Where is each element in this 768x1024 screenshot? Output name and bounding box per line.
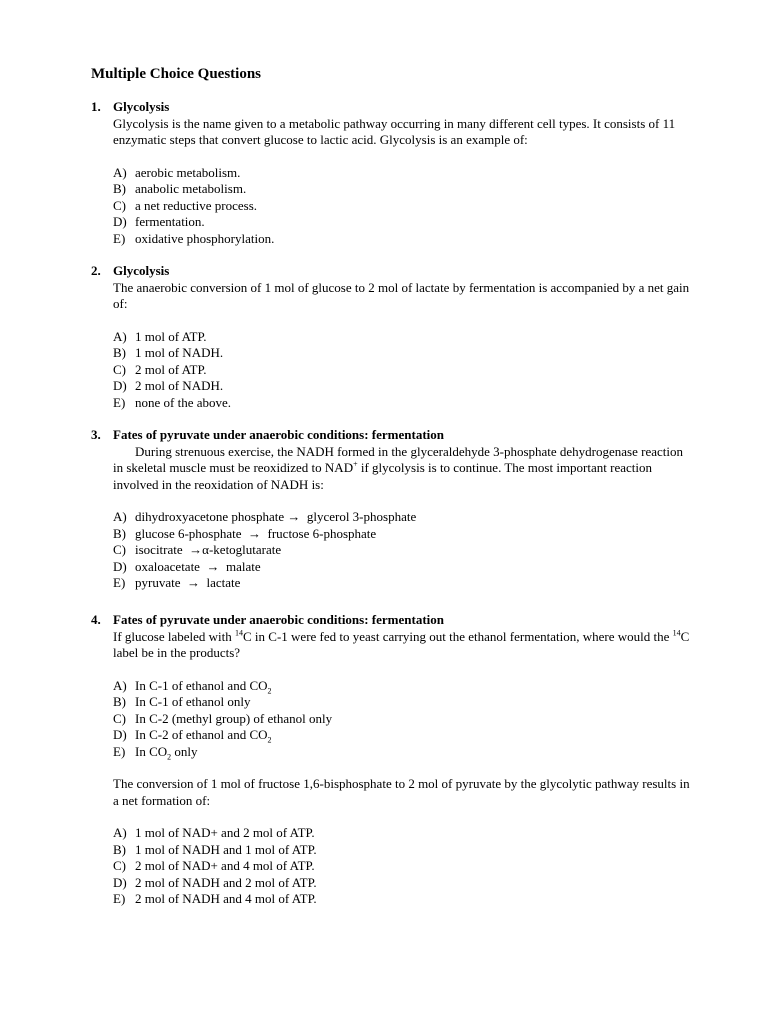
question-text: The conversion of 1 mol of fructose 1,6-bisphosphate to 2 mol of pyruvate by the glycolytic pathway results in a net formation of:	[113, 776, 690, 808]
question-topic: Glycolysis	[113, 99, 170, 114]
question-topic: Glycolysis	[113, 263, 170, 278]
answer-options	[113, 165, 691, 248]
answer-option: C) 2 mol of NAD+ and 4 mol of ATP.	[113, 858, 315, 873]
answer-option: E) In $CO_2$ only	[113, 743, 198, 762]
answer-option: A) 1 mol of NAD+ and 2 mol of ATP.	[113, 825, 315, 840]
question-2	[91, 263, 691, 411]
question-text: Glycolysis is the name given to a metabolic pathway occurring in many different cell types. It consists of 11 enzymatic steps that convert glucose to lactic acid. Glycolysis is an example of:	[113, 115, 676, 147]
question-3	[91, 427, 691, 592]
answer-option: E) 2 mol of NADH and 4 mol of ATP.	[113, 891, 317, 906]
arrow-icon: →	[186, 575, 200, 590]
answer-option: C) a net reductive process.	[113, 197, 258, 213]
question-text: During strenuous exercise, the NADH formed in the glyceraldehyde 3-phosphate dehydrogenase reaction in skeletal muscle must be reoxidized to NAD+ if glycolysis is to continue. The most important reaction involved in the reoxidation of NADH is:	[113, 443, 683, 492]
arrow-icon: →	[248, 525, 262, 541]
question-number: 3.	[91, 427, 101, 442]
question-number: 2.	[91, 263, 101, 278]
question-topic: Fates of pyruvate under anaerobic conditions: fermentation	[113, 427, 444, 442]
question-5	[113, 776, 693, 908]
answer-options	[113, 678, 691, 761]
answer-option: E) none of the above.	[113, 394, 232, 410]
question-text: If glucose labeled with $^{14}$C in C-1 were fed to yeast carrying out the ethanol fermentation, where would the $^{14}$C label be in the products?	[113, 628, 690, 660]
answer-option: C) 2 mol of ATP.	[113, 361, 207, 377]
answer-option: C) isocitrate →α-ketoglutarate	[113, 542, 282, 557]
page-title: Multiple Choice Questions	[91, 66, 262, 82]
answer-option: D) 2 mol of NADH.	[113, 378, 224, 393]
answer-option: D) oxaloacetate → malate	[113, 558, 261, 574]
answer-option: D) 2 mol of NADH and 2 mol of ATP.	[113, 874, 317, 890]
answer-options	[113, 825, 693, 908]
answer-option: B) glucose 6-phosphate → fructose 6-phosphate	[113, 525, 377, 541]
question-number: 4.	[91, 612, 101, 627]
arrow-icon: →	[287, 509, 301, 524]
question-number: 1.	[91, 99, 101, 114]
answer-option: B) 1 mol of NADH and 1 mol of ATP.	[113, 841, 317, 857]
answer-option: B) 1 mol of NADH.	[113, 345, 224, 360]
answer-option: C) In C-2 (methyl group) of ethanol only	[113, 710, 333, 726]
arrow-icon: →	[206, 558, 220, 574]
answer-option: A) In C-1 of ethanol and $CO_2$	[113, 677, 272, 696]
answer-option: A) dihydroxyacetone phosphate → glycerol 3-phosphate	[113, 509, 417, 524]
question-1	[91, 99, 691, 247]
question-text: The anaerobic conversion of 1 mol of glucose to 2 mol of lactate by fermentation is accompanied by a net gain of:	[113, 279, 690, 311]
answer-option: B) anabolic metabolism.	[113, 181, 247, 196]
answer-option: A) aerobic metabolism.	[113, 164, 241, 180]
answer-options	[113, 329, 691, 412]
answer-option: B) In C-1 of ethanol only	[113, 694, 251, 709]
question-topic: Fates of pyruvate under anaerobic conditions: fermentation	[113, 612, 444, 627]
answer-option: E) oxidative phosphorylation.	[113, 230, 275, 246]
answer-option: A) 1 mol of ATP.	[113, 328, 207, 344]
answer-option: E) pyruvate → lactate	[113, 575, 241, 590]
arrow-icon: →	[189, 542, 203, 557]
question-4	[91, 612, 691, 760]
answer-options	[113, 509, 691, 592]
answer-option: D) fermentation.	[113, 214, 205, 229]
answer-option: D) In C-2 of ethanol and $CO_2$	[113, 727, 272, 745]
